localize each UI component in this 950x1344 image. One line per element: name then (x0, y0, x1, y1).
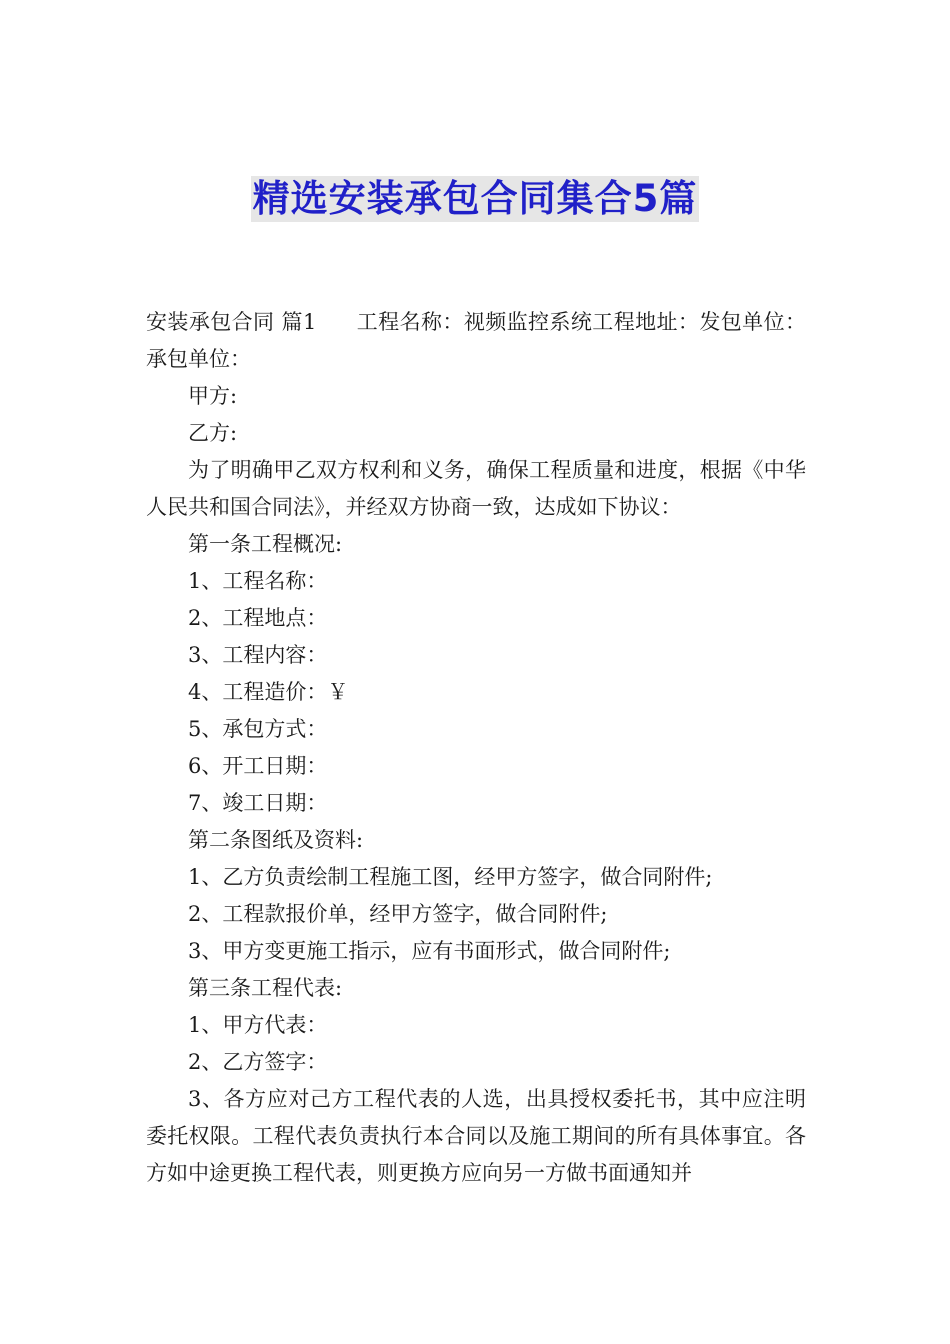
intro-heading: 安装承包合同 篇1 (146, 310, 317, 334)
list-item: 3、工程内容： (188, 643, 328, 667)
list-item: 1、乙方负责绘制工程施工图，经甲方签字，做合同附件; (188, 865, 713, 889)
list-item: 2、工程款报价单，经甲方签字，做合同附件; (188, 902, 608, 926)
list-item: 1、甲方代表： (188, 1013, 328, 1037)
list-item: 7、竣工日期： (188, 791, 328, 815)
list-item: 5、承包方式： (188, 717, 328, 741)
title-container (0, 176, 950, 222)
list-item: 2、乙方签字： (188, 1050, 328, 1074)
intro-content: 工程名称：视频监控系统工程地址：发包单位：承包单位： (146, 310, 806, 371)
paragraph: 甲方: (188, 384, 238, 408)
list-item: 4、工程造价：￥ (188, 680, 349, 704)
section-heading: 第二条图纸及资料: (188, 828, 364, 852)
intro-paragraph (146, 304, 806, 378)
list-item: 2、工程地点： (188, 606, 328, 630)
list-item: 6、开工日期： (188, 754, 328, 778)
list-item: 1、工程名称： (188, 569, 328, 593)
paragraph: 乙方: (188, 421, 238, 445)
paragraph: 为了明确甲乙双方权利和义务，确保工程质量和进度，根据《中华人民共和国合同法》，并经双方协商一致，达成如下协议： (146, 458, 806, 519)
section-heading: 第一条工程概况: (188, 532, 343, 556)
document-title: 精选安装承包合同集合5篇 (252, 177, 698, 220)
paragraph: 3、各方应对己方工程代表的人选，出具授权委托书，其中应注明委托权限。工程代表负责执行本合同以及施工期间的所有具体事宜。各方如中途更换工程代表，则更换方应向另一方做书面通知并 (146, 1087, 806, 1185)
document-body (146, 304, 806, 1192)
list-item: 3、甲方变更施工指示，应有书面形式，做合同附件; (188, 939, 671, 963)
section-heading: 第三条工程代表: (188, 976, 343, 1000)
